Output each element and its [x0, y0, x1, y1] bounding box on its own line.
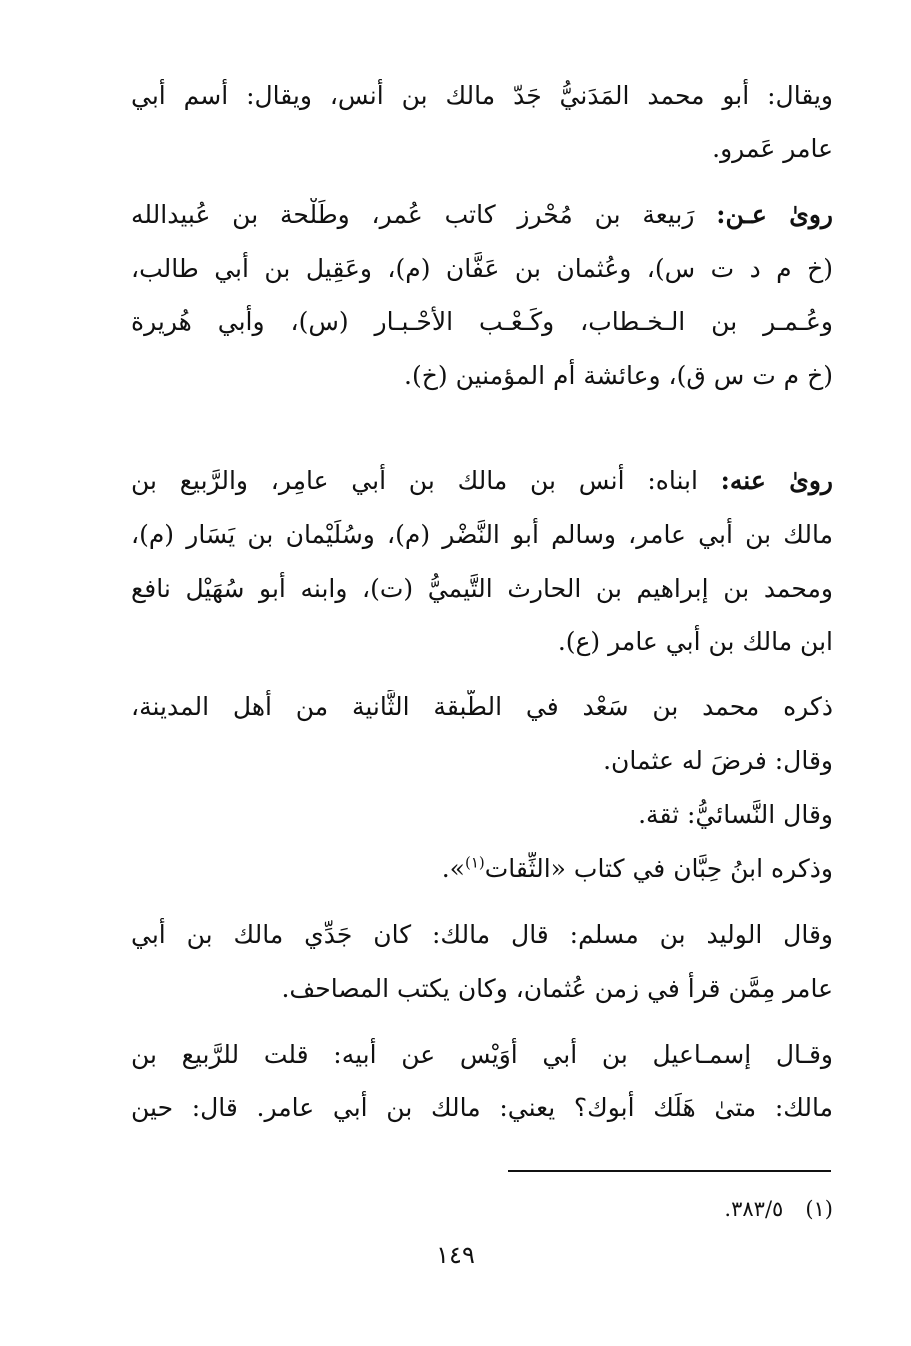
- paragraph-1-line-1: ويقال: أبو محمد المَدَنيُّ جَدّ مالك بن أنس، ويقال: أسم أبي: [131, 81, 833, 110]
- paragraph-5-line-1: وقال النَّسائيُّ: ثقة.: [638, 800, 833, 829]
- footnote-reference: (١): [464, 853, 485, 872]
- paragraph-2-line-1: [131, 198, 833, 232]
- paragraph-3-line-1: [131, 464, 833, 498]
- paragraph-1-line-2: عامر عَمرو.: [712, 134, 833, 163]
- paragraph-2-line-3: وعُـمـر بن الـخـطاب، وكَـعْـب الأحْـبـار (س)، وأبي هُريرة: [131, 307, 833, 336]
- paragraph-6-text-a: وذكره ابنُ حِبَّان في كتاب «الثِّقات: [484, 854, 833, 883]
- paragraph-8-line-2: مالك: متىٰ هَلَك أبوك؟ يعني: مالك بن أبي عامر. قال: حين: [131, 1093, 833, 1122]
- footnote-separator: [508, 1170, 831, 1172]
- paragraph-3-line-2: مالك بن أبي عامر، وسالم أبو النَّضْر (م)، وسُلَيْمان بن يَسَار (م)،: [131, 520, 833, 549]
- paragraph-6-text-b: ».: [441, 854, 465, 883]
- narrated-from-heading: روىٰ عـن:: [716, 200, 833, 229]
- narrated-by-heading: روىٰ عنه:: [720, 466, 833, 495]
- paragraph-4-line-2: وقال: فرضَ له عثمان.: [603, 746, 833, 775]
- paragraph-6-line-1: [131, 852, 833, 886]
- footnote-number: (١): [805, 1197, 833, 1221]
- paragraph-3-line-1-text: ابناه: أنس بن مالك بن أبي عامِر، والرَّبيع بن: [131, 466, 721, 495]
- paragraph-8-line-1: وقـال إسمـاعيل بن أبي أُوَيْس عن أبيه: قلت للرَّبيع بن: [131, 1040, 833, 1069]
- paragraph-3-line-3: ومحمد بن إبراهيم بن الحارث التَّيميُّ (ت)، وابنه أبو سُهَيْل نافع: [131, 574, 833, 603]
- paragraph-4-line-1: ذكره محمد بن سَعْد في الطَّبقة الثَّانية من أهل المدينة،: [131, 692, 833, 721]
- footnote-text: ٣٨٣/٥.: [724, 1197, 784, 1221]
- paragraph-7-line-1: وقال الوليد بن مسلم: قال مالك: كان جَدِّي مالك بن أبي: [131, 920, 833, 949]
- footnote: [724, 1195, 833, 1223]
- paragraph-2-line-1-text: رَبيعة بن مُحْرز كاتب عُمر، وطَلْحة بن عُبيدالله: [131, 200, 717, 229]
- paragraph-3-line-4: ابن مالك بن أبي عامر (ع).: [557, 627, 833, 656]
- page-number: ١٤٩: [436, 1241, 475, 1269]
- paragraph-7-line-2: عامر مِمَّن قرأ في زمن عُثمان، وكان يكتب المصاحف.: [281, 974, 833, 1003]
- paragraph-2-line-2: (خ م د ت س)، وعُثمان بن عَفَّان (م)، وعَقِيل بن أبي طالب،: [131, 254, 833, 283]
- paragraph-2-line-4: (خ م ت س ق)، وعائشة أم المؤمنين (خ).: [404, 361, 833, 390]
